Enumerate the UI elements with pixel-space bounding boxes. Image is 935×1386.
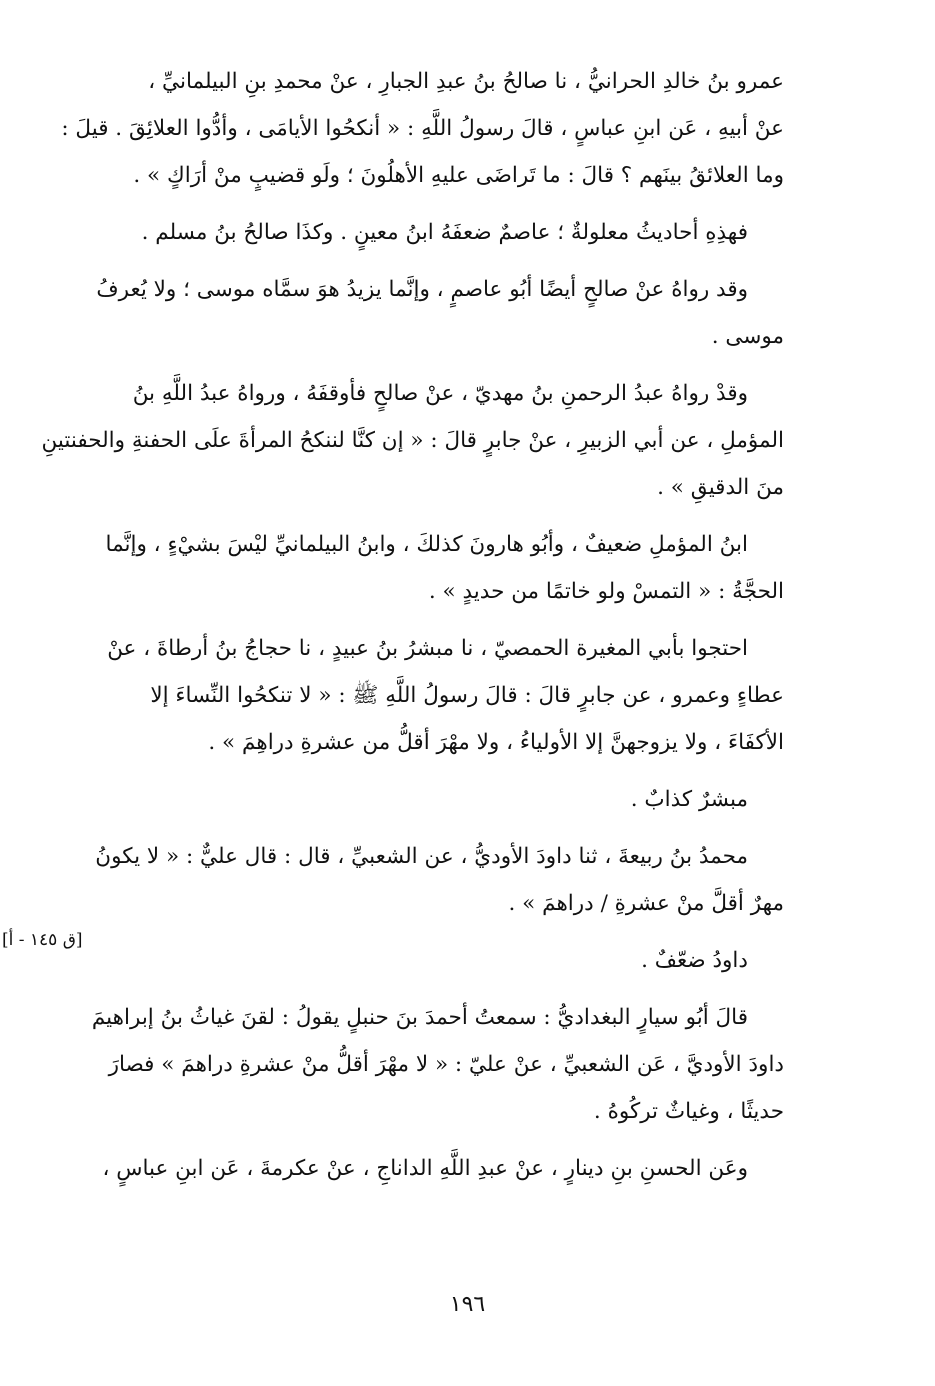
- paragraph-11: [78, 1145, 784, 1192]
- text-line: حديثًا ، وغياثٌ تركُوهُ .: [593, 1099, 784, 1124]
- paragraph-2: [78, 209, 784, 256]
- text-line: وقد رواهُ عنْ صالحٍ أيضًا أبُو عاصمٍ ، وإنَّما يزيدُ هوَ سمَّاه موسى ؛ ولا يُعرفُ: [96, 277, 748, 302]
- text-line: ابنُ المؤملِ ضعيفٌ ، وأبُو هارونَ كذلكَ ، وابنُ البيلمانيِّ ليْسَ بشيْءٍ ، وإنَّما: [105, 532, 748, 557]
- text-line: الحجَّةُ : « التمسْ ولو خاتمًا من حديدٍ » .: [428, 579, 784, 604]
- text-line: عنْ أبيهِ ، عَن ابنِ عباسٍ ، قالَ رسولُ اللَّهِ : « أنكحُوا الأيامَى ، وأدُّوا العلائِقَ . قيلَ :: [61, 116, 784, 141]
- text-line: احتجوا بأبي المغيرة الحمصيّ ، نا مبشرُ بنُ عبيدٍ ، نا حجاجُ بنُ أرطاةَ ، عنْ: [107, 636, 748, 661]
- text-line: داودُ ضعّفٌ .: [641, 948, 748, 973]
- text-line: الأكفَاءَ ، ولا يزوجهنَّ إلا الأولياءُ ، ولا مهْرَ أقلُّ من عشرةِ دراهِمَ » .: [208, 730, 784, 755]
- text-line: داودَ الأوديَّ ، عَن الشعبيِّ ، عنْ عليّ : « لا مهْرَ أقلُّ منْ عشرةِ دراهمَ » فصارَ: [108, 1052, 784, 1077]
- text-line: مهرٌ أقلَّ منْ عشرةِ / دراهمَ » .: [508, 891, 784, 916]
- text-line: عمرو بنُ خالدِ الحرانيُّ ، نا صالحُ بنُ عبدِ الجبارِ ، عنْ محمدِ بنِ البيلمانيِّ ،: [148, 69, 784, 94]
- paragraph-3: [78, 266, 784, 360]
- paragraph-4: [41, 370, 784, 511]
- paragraph-7: [78, 776, 784, 823]
- paragraph-6: [78, 625, 784, 766]
- text-line: وما العلائقُ بينَهم ؟ قالَ : ما تَراضَى عليهِ الأهلُونَ ؛ ولَو قضيبٍ منْ أرَاكٍ » .: [133, 163, 784, 188]
- text-line: عطاءٍ وعمرو ، عن جابرٍ قالَ : قالَ رسولُ اللَّهِ ﷺ : « لا تنكحُوا النِّساءَ إلا: [150, 683, 784, 708]
- manuscript-folio-note: [ق ١٤٥ - أ]: [2, 930, 83, 950]
- text-line: منَ الدقيقِ » .: [657, 475, 784, 500]
- text-line: وعَن الحسنِ بنِ دينارٍ ، عنْ عبدِ اللَّهِ الداناجِ ، عنْ عكرمةَ ، عَن ابنِ عباسٍ ،: [102, 1156, 748, 1181]
- paragraph-5: [78, 521, 784, 615]
- paragraph-8: [78, 833, 784, 927]
- text-line: مبشرٌ كذابٌ .: [630, 787, 748, 812]
- paragraph-9: [78, 937, 784, 984]
- paragraph-10: [78, 994, 784, 1135]
- text-line: قالَ أبُو سيارٍ البغداديُّ : سمعتُ أحمدَ بنَ حنبلٍ يقولُ : لقنَ غياثُ بنُ إبراهيمَ: [91, 1005, 748, 1030]
- text-line: موسى .: [711, 324, 784, 349]
- text-line: فهذِهِ أحاديثُ معلولةٌ ؛ عاصمٌ ضعفَهُ ابنُ معينٍ . وكذَا صالحُ بنُ مسلم .: [141, 220, 748, 245]
- text-line: المؤملِ ، عن أبي الزبيرِ ، عنْ جابرٍ قالَ : « إن كنَّا لننكحُ المرأةَ علَى الحفنةِ والحفنتينِ: [41, 428, 784, 453]
- paragraph-1: [61, 58, 784, 199]
- page-number: ١٩٦: [449, 1292, 486, 1317]
- text-line: وقدْ رواهُ عبدُ الرحمنِ بنُ مهديّ ، عنْ صالحٍ فأوقفَهُ ، ورواهُ عبدُ اللَّهِ بنُ: [132, 381, 748, 406]
- text-line: محمدُ بنُ ربيعةَ ، ثنا داودَ الأوديُّ ، عن الشعبيِّ ، قال : قال عليٌّ : « لا يكونُ: [95, 844, 748, 869]
